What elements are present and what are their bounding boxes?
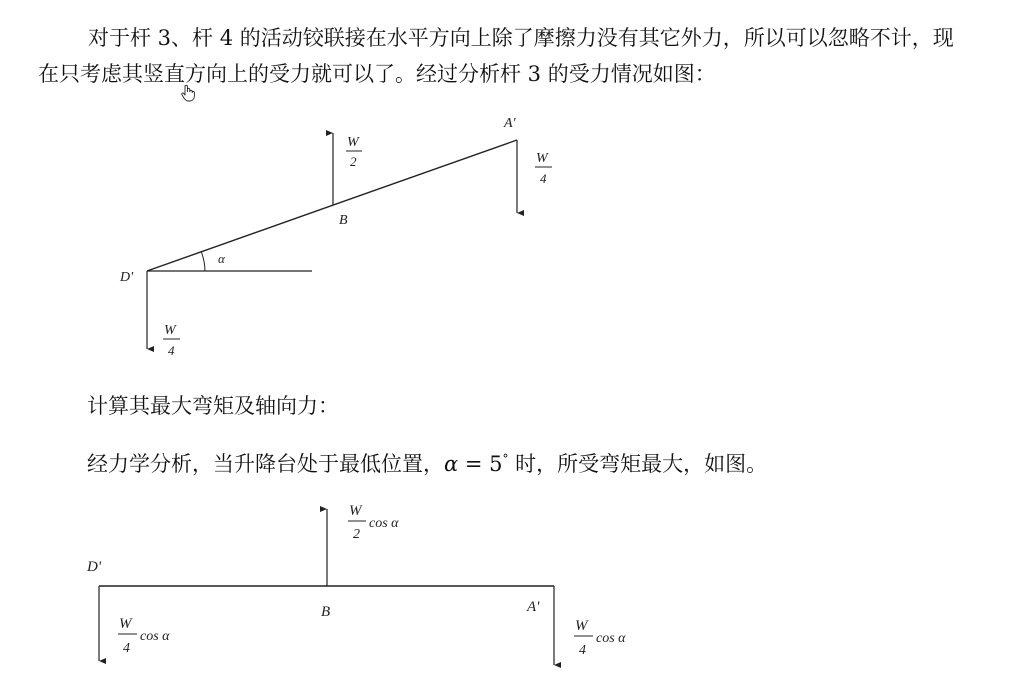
svg-text:4: 4 bbox=[540, 171, 547, 186]
force2-label-d bbox=[118, 616, 170, 656]
p3-degree: ° bbox=[502, 452, 509, 466]
svg-text:W: W bbox=[119, 616, 132, 632]
svg-text:W: W bbox=[536, 151, 548, 166]
p3-before: 经力学分析，当升降台处于最低位置， bbox=[87, 452, 444, 476]
svg-text:W: W bbox=[575, 618, 588, 634]
svg-text:cos α: cos α bbox=[369, 516, 399, 531]
svg-text:2: 2 bbox=[350, 154, 357, 169]
svg-text:W: W bbox=[349, 503, 362, 519]
svg-text:4: 4 bbox=[123, 641, 130, 656]
paragraph-calc-max-moment: 计算其最大弯矩及轴向力： bbox=[87, 394, 339, 418]
paragraph-force-analysis: 对于杆 3、杆 4 的活动铰联接在水平方向上除了摩擦力没有其它外力，所以可以忽略不计，现在只考虑其竖直方向上的受力就可以了。经过分析杆 3 的受力情况如图： bbox=[38, 26, 954, 86]
p3-eq: = 5 bbox=[458, 452, 503, 476]
svg-text:4: 4 bbox=[168, 343, 175, 358]
label-a-prime: A' bbox=[504, 116, 516, 131]
svg-text:cos α: cos α bbox=[596, 631, 626, 646]
label2-a-prime: A' bbox=[527, 599, 540, 615]
label-d-prime: D' bbox=[120, 270, 134, 285]
p3-after: 时，所受弯矩最大，如图。 bbox=[508, 452, 768, 476]
label2-d-prime: D' bbox=[87, 559, 102, 575]
alpha-label: α bbox=[218, 251, 225, 266]
p3-alpha: α bbox=[444, 452, 459, 476]
svg-text:4: 4 bbox=[579, 643, 586, 658]
label2-b: B bbox=[321, 604, 331, 620]
label-b: B bbox=[339, 213, 348, 228]
svg-text:W: W bbox=[164, 323, 176, 338]
svg-text:W: W bbox=[347, 135, 359, 150]
force2-label-a bbox=[574, 618, 626, 658]
svg-text:2: 2 bbox=[353, 527, 360, 542]
force2-label-b bbox=[348, 503, 399, 542]
svg-text:cos α: cos α bbox=[140, 629, 170, 644]
